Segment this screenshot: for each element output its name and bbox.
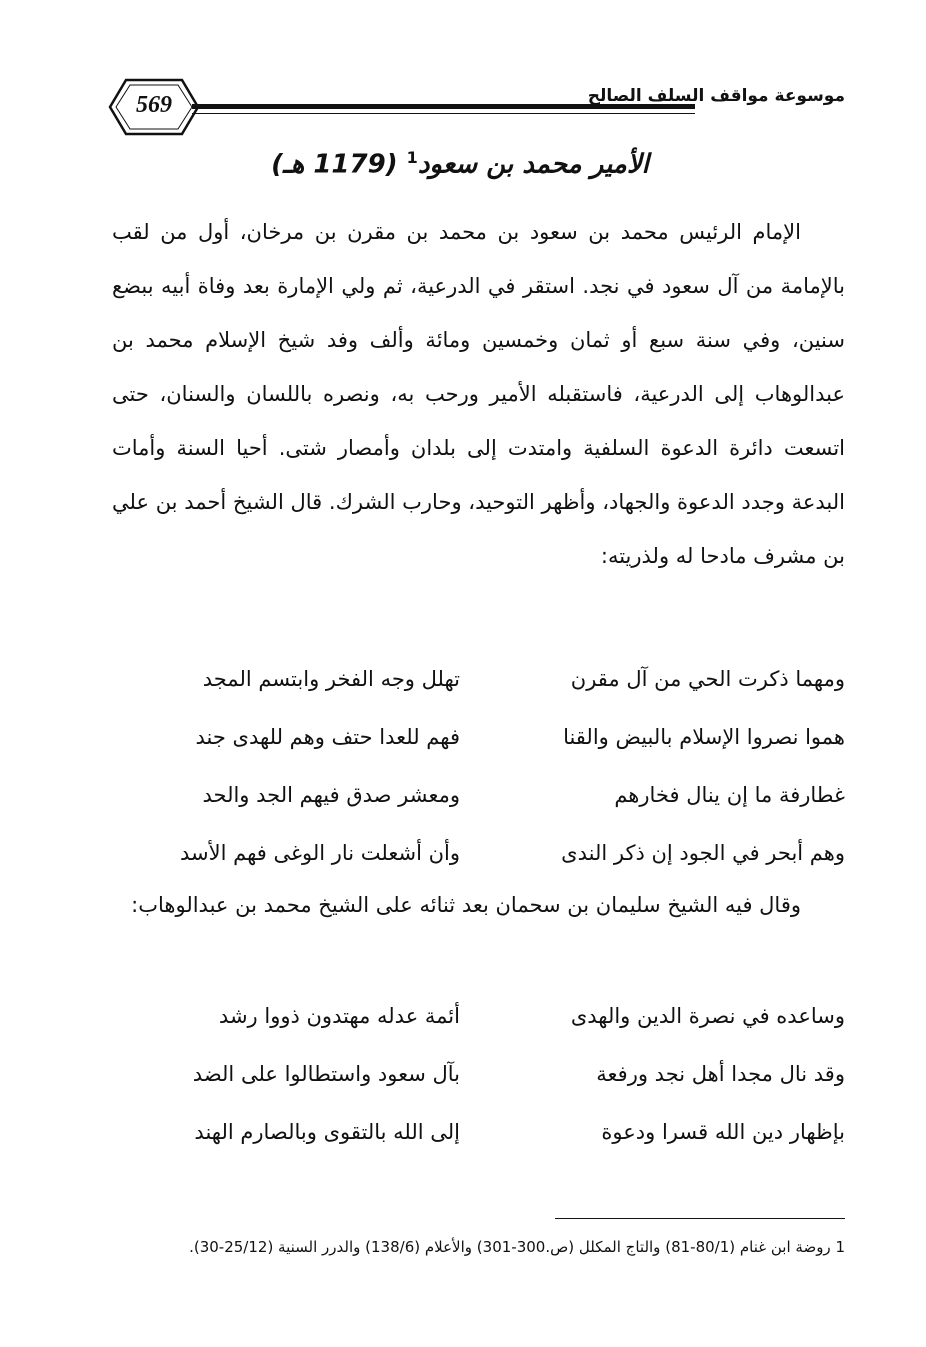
chapter-title: الأمير محمد بن سعود [417, 149, 649, 180]
footnote: 1 روضة ابن غنام (80/1-81) والتاج المكلل (ص.300-301) والأعلام (138/6) والدرر السنية (25/12-30). [189, 1238, 845, 1256]
verse-second-hemistich: إلى الله بالتقوى وبالصارم الهند [194, 1120, 460, 1144]
body-text [112, 205, 845, 583]
chapter-heading [200, 148, 720, 180]
verse [120, 766, 845, 824]
verse-first-hemistich: وهم أبحر في الجود إن ذكر الندى [561, 841, 845, 865]
verse-second-hemistich: فهم للعدا حتف وهم للهدى جند [195, 725, 460, 749]
verse-first-hemistich: ومهما ذكرت الحي من آل مقرن [570, 667, 845, 691]
verse [120, 650, 845, 708]
book-title: موسوعة مواقف السلف الصالح [587, 86, 845, 106]
body-text-2 [112, 878, 845, 932]
verse-second-hemistich: بآل سعود واستطالوا على الضد [192, 1062, 460, 1086]
page-number: 569 [136, 92, 172, 118]
verse-second-hemistich: ومعشر صدق فيهم الجد والحد [202, 783, 460, 807]
verse [120, 1103, 845, 1161]
verse [120, 708, 845, 766]
verse [120, 987, 845, 1045]
verse-second-hemistich: وأن أشعلت نار الوغى فهم الأسد [180, 841, 460, 865]
verse-second-hemistich: أئمة عدله مهتدون ذووا رشد [218, 1004, 460, 1028]
verse-second-hemistich: تهلل وجه الفخر وابتسم المجد [202, 667, 460, 691]
paragraph-biography: الإمام الرئيس محمد بن سعود بن محمد بن مقرن بن مرخان، أول من لقب بالإمامة من آل سعود في نجد. استقر في الدرعية، ثم ولي الإمارة بعد وفاة أبيه ببضع سنين، وفي سنة سبع أو ثمان وخمسين ومائة وألف وفد شيخ الإسلام محمد بن عبدالوهاب إلى الدرعية، فاستقبله الأمير ورحب به، ونصره باللسان والسنان، حتى اتسعت دائرة الدعوة السلفية وامتدت إلى بلدان وأمصار شتى. أحيا السنة وأمات البدعة وجدد الدعوة والجهاد، وأظهر التوحيد، وحارب الشرك. قال الشيخ أحمد بن علي بن مشرف مادحا له ولذريته: [112, 220, 845, 568]
footnote-ref: 1 [406, 148, 418, 167]
page-header [100, 72, 845, 142]
chapter-date: (1179 هـ) [271, 149, 398, 180]
header-rule-thin [192, 113, 695, 114]
poem-ibn-sahman [120, 987, 845, 1161]
paragraph-intro-poem2: وقال فيه الشيخ سليمان بن سحمان بعد ثنائه على الشيخ محمد بن عبدالوهاب: [131, 893, 801, 917]
verse-first-hemistich: غطارفة ما إن ينال فخارهم [614, 783, 845, 807]
footnote-rule [555, 1218, 845, 1219]
verse-first-hemistich: وساعده في نصرة الدين والهدى [570, 1004, 845, 1028]
verse-first-hemistich: بإظهار دين الله قسرا ودعوة [601, 1120, 845, 1144]
verse-first-hemistich: هموا نصروا الإسلام بالبيض والقنا [563, 725, 845, 749]
verse [120, 824, 845, 882]
poem-ibn-musharraf [120, 650, 845, 882]
verse-first-hemistich: وقد نال مجدا أهل نجد ورفعة [596, 1062, 845, 1086]
verse [120, 1045, 845, 1103]
page-number-badge [108, 76, 200, 138]
